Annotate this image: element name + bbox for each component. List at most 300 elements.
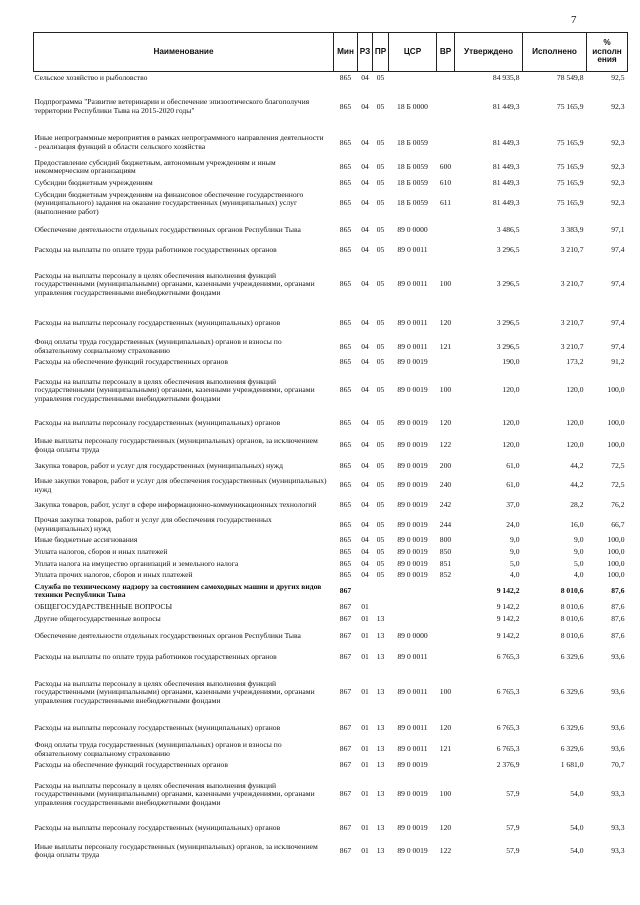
row-executed-cell: 3 210,7 [560, 244, 584, 254]
row-csr-cell: 89 0 0019 [397, 418, 428, 428]
row-csr-cell: 89 0 0019 [397, 535, 428, 545]
row-approved-cell: 81 449,3 [492, 161, 520, 171]
row-percent-cell: 100,0 [607, 418, 625, 428]
row-name-cell: Расходы на выплаты персоналу в целях обеспечения выполнения функций государственными (муниципальными) органами, казенными учреждениями, органами управления государственными внебюджетными фондами [34, 780, 315, 807]
row-executed-cell: 54,0 [570, 823, 584, 833]
row-executed-cell: 8 010,6 [560, 630, 584, 640]
row-pr-cell: 13 [376, 687, 385, 697]
row-rz-cell: 04 [361, 460, 369, 470]
row-rz-cell: 01 [361, 723, 369, 733]
row-percent-cell: 72,5 [611, 460, 625, 470]
row-vr-cell: 121 [439, 341, 452, 351]
row-approved-cell: 120,0 [502, 440, 520, 450]
row-rz-cell: 04 [361, 418, 369, 428]
row-min-cell: 865 [339, 480, 352, 490]
table-row [34, 602, 628, 614]
row-pr-cell: 05 [376, 137, 385, 147]
row-percent-cell: 100,0 [607, 440, 625, 450]
table-row [34, 357, 628, 369]
row-approved-cell: 81 449,3 [492, 137, 520, 147]
row-rz-cell: 04 [361, 279, 369, 289]
row-approved-cell: 24,0 [506, 519, 520, 529]
row-name-cell: Фонд оплаты труда государственных (муниципальных) органов и взносы по обязательному социальному страхованию [34, 740, 282, 758]
row-executed-cell: 75 165,9 [556, 161, 584, 171]
row-name-cell: Расходы на выплаты по оплате труда работников государственных органов [34, 652, 277, 662]
row-approved-cell: 84 935,8 [492, 72, 520, 82]
row-approved-cell: 3 296,5 [496, 341, 520, 351]
row-rz-cell: 01 [361, 602, 369, 611]
row-rz-cell: 04 [361, 341, 369, 351]
row-name-cell: Закупка товаров, работ, услуг в сфере информационно-коммуникационных технологий [34, 499, 317, 509]
row-pr-cell: 05 [376, 547, 385, 557]
row-pr-cell: 13 [376, 789, 385, 799]
row-approved-cell: 57,9 [506, 789, 520, 799]
row-percent-cell: 76,2 [611, 499, 625, 509]
row-csr-cell: 18 Б 0000 [397, 101, 428, 111]
row-vr-cell: 120 [439, 723, 452, 733]
row-vr-cell: 800 [439, 535, 452, 545]
row-approved-cell: 9 142,2 [496, 630, 520, 640]
row-csr-cell: 89 0 0019 [397, 499, 428, 509]
row-min-cell: 865 [339, 418, 352, 428]
row-min-cell: 867 [339, 760, 352, 770]
row-csr-cell: 89 0 0011 [397, 279, 428, 289]
row-percent-cell: 93,6 [611, 652, 625, 662]
row-name-cell: Прочая закупка товаров, работ и услуг для обеспечения государственных (муниципальных) нужд [34, 515, 272, 533]
table-body [34, 72, 628, 864]
row-vr-cell: 851 [439, 558, 452, 568]
row-min-cell: 865 [339, 72, 352, 82]
row-rz-cell: 04 [361, 385, 369, 395]
row-rz-cell: 04 [361, 137, 369, 147]
row-name-cell: Расходы на выплаты персоналу государственных (муниципальных) органов [34, 823, 281, 833]
row-executed-cell: 120,0 [566, 418, 584, 428]
row-executed-cell: 6 329,6 [560, 723, 584, 733]
row-csr-cell: 89 0 0019 [397, 519, 428, 529]
row-vr-cell [437, 602, 455, 614]
row-min-cell: 865 [339, 341, 352, 351]
table-row [34, 369, 628, 413]
row-rz-cell: 04 [361, 357, 369, 367]
table-row [34, 178, 628, 190]
row-min-cell: 867 [339, 744, 352, 754]
row-executed-cell: 3 210,7 [560, 318, 584, 328]
row-min-cell: 867 [339, 630, 352, 640]
table-row [34, 259, 628, 311]
table-row [34, 559, 628, 571]
row-min-cell: 867 [339, 846, 352, 856]
row-executed-cell: 6 329,6 [560, 744, 584, 754]
row-pr-cell: 13 [376, 652, 385, 662]
table-row [34, 740, 628, 760]
row-approved-cell: 61,0 [506, 460, 520, 470]
table-header-row [34, 33, 628, 72]
row-percent-cell: 72,5 [611, 480, 625, 490]
header-rz: РЗ [358, 33, 373, 72]
row-approved-cell: 6 765,3 [496, 744, 520, 754]
row-vr-cell: 121 [439, 744, 452, 754]
row-executed-cell: 3 210,7 [560, 341, 584, 351]
row-pr-cell: 13 [376, 760, 385, 770]
row-approved-cell: 81 449,3 [492, 101, 520, 111]
row-pr-cell: 05 [376, 440, 385, 450]
table-row [34, 718, 628, 740]
row-name-cell: Иные выплаты персоналу государственных (муниципальных) органов, за исключением фонда оплаты труда [34, 841, 318, 860]
row-pr-cell: 05 [376, 480, 385, 490]
row-min-cell: 865 [339, 279, 352, 289]
row-min-cell: 867 [339, 602, 352, 611]
table-row [34, 189, 628, 219]
row-executed-cell: 8 010,6 [560, 613, 584, 623]
row-name-cell: Служба по техническому надзору за состоянием самоходных машин и других видов техники Республики Тыва [34, 581, 322, 600]
row-vr-cell [437, 357, 455, 369]
row-name-cell: Обеспечение деятельности отдельных государственных органов Республики Тыва [34, 630, 301, 640]
row-approved-cell: 4,0 [510, 570, 520, 580]
row-csr-cell [389, 582, 437, 602]
row-executed-cell: 120,0 [566, 385, 584, 395]
row-approved-cell: 37,0 [506, 499, 520, 509]
table-row [34, 570, 628, 582]
header-executed: Исполнено [523, 33, 587, 72]
row-min-cell: 867 [339, 789, 352, 799]
row-min-cell: 865 [339, 224, 352, 234]
row-min-cell: 867 [339, 652, 352, 662]
row-vr-cell: 100 [439, 385, 452, 395]
row-vr-cell: 611 [439, 198, 452, 208]
row-pr-cell: 05 [376, 279, 385, 289]
row-csr-cell: 89 0 0011 [397, 652, 428, 662]
row-pr-cell: 05 [376, 244, 385, 254]
row-approved-cell: 3 296,5 [496, 318, 520, 328]
row-vr-cell: 244 [439, 519, 452, 529]
row-pr-cell: 13 [376, 823, 385, 833]
header-min: Мин [334, 33, 358, 72]
row-csr-cell: 89 0 0019 [397, 846, 428, 856]
row-percent-cell: 93,6 [611, 744, 625, 754]
row-percent-cell: 93,6 [611, 687, 625, 697]
row-approved-cell: 120,0 [502, 418, 520, 428]
row-pr-cell: 05 [376, 198, 385, 208]
row-rz-cell: 01 [361, 652, 369, 662]
row-pr-cell: 05 [376, 224, 385, 234]
row-name-cell: Расходы на обеспечение функций государственных органов [34, 357, 228, 367]
row-pr-cell: 05 [376, 177, 385, 187]
row-vr-cell: 852 [439, 570, 452, 580]
row-rz-cell: 04 [361, 198, 369, 208]
row-percent-cell: 97,4 [611, 279, 625, 289]
table-row [34, 435, 628, 457]
row-rz-cell: 04 [361, 177, 369, 187]
row-rz-cell: 04 [361, 499, 369, 509]
row-min-cell: 867 [339, 613, 352, 623]
row-approved-cell: 2 376,9 [496, 760, 520, 770]
row-name-cell: ОБЩЕГОСУДАРСТВЕННЫЕ ВОПРОСЫ [34, 602, 173, 611]
row-vr-cell: 100 [439, 687, 452, 697]
row-vr-cell [437, 760, 455, 772]
row-csr-cell [389, 602, 437, 614]
row-executed-cell: 9,0 [574, 547, 584, 557]
row-percent-cell: 100,0 [607, 535, 625, 545]
row-name-cell: Иные непрограммные мероприятия в рамках непрограммного направления деятельности - реализация функций в области сельского хозяйства [34, 133, 324, 151]
table-row [34, 476, 628, 496]
row-csr-cell: 89 0 0019 [397, 440, 428, 450]
row-pr-cell: 05 [376, 460, 385, 470]
row-csr-cell: 89 0 0019 [397, 480, 428, 490]
row-min-cell: 865 [339, 499, 352, 509]
table-row [34, 242, 628, 259]
row-pr-cell: 13 [376, 846, 385, 856]
row-percent-cell: 70,7 [611, 760, 625, 770]
page-number: 7 [571, 14, 577, 26]
row-name-cell: Субсидии бюджетным учреждениям [34, 177, 153, 187]
row-executed-cell: 16,0 [570, 519, 584, 529]
row-csr-cell: 89 0 0011 [397, 341, 428, 351]
row-approved-cell: 6 765,3 [496, 723, 520, 733]
row-executed-cell: 54,0 [570, 846, 584, 856]
row-executed-cell: 44,2 [570, 460, 584, 470]
row-min-cell: 865 [339, 547, 352, 557]
row-pr-cell: 05 [376, 535, 385, 545]
row-min-cell: 865 [339, 535, 352, 545]
row-min-cell: 865 [339, 198, 352, 208]
row-executed-cell: 28,2 [570, 499, 584, 509]
table-row [34, 625, 628, 648]
row-percent-cell: 93,3 [611, 846, 625, 856]
row-name-cell: Расходы на выплаты персоналу государственных (муниципальных) органов [34, 318, 281, 328]
row-vr-cell [437, 582, 455, 602]
row-percent-cell: 87,6 [611, 630, 625, 640]
row-rz-cell: 01 [361, 846, 369, 856]
row-percent-cell: 66,7 [611, 519, 625, 529]
row-rz-cell: 01 [361, 823, 369, 833]
table-row [34, 219, 628, 242]
row-percent-cell: 92,3 [611, 198, 625, 208]
row-min-cell: 865 [339, 440, 352, 450]
row-csr-cell: 89 0 0019 [397, 789, 428, 799]
row-percent-cell: 93,3 [611, 789, 625, 799]
row-rz-cell: 04 [361, 480, 369, 490]
row-pr-cell: 13 [376, 723, 385, 733]
table-row [34, 158, 628, 178]
table-row [34, 515, 628, 535]
row-executed-cell: 9,0 [574, 535, 584, 545]
row-csr-cell: 89 0 0000 [397, 630, 428, 640]
row-percent-cell: 92,3 [611, 177, 625, 187]
row-name-cell: Расходы на выплаты по оплате труда работников государственных органов [34, 244, 277, 254]
row-percent-cell: 97,4 [611, 244, 625, 254]
row-approved-cell: 6 765,3 [496, 652, 520, 662]
row-executed-cell: 78 549,8 [556, 72, 584, 82]
row-executed-cell: 8 010,6 [560, 602, 584, 611]
table-row [34, 130, 628, 158]
row-csr-cell: 89 0 0019 [397, 570, 428, 580]
table-row [34, 496, 628, 515]
row-percent-cell: 92,3 [611, 101, 625, 111]
table-row [34, 840, 628, 864]
row-csr-cell: 89 0 0019 [397, 547, 428, 557]
row-min-cell: 865 [339, 161, 352, 171]
row-min-cell: 865 [339, 244, 352, 254]
table-row [34, 760, 628, 772]
row-name-cell: Иные выплаты персоналу государственных (муниципальных) органов, за исключением фонда оплаты труда [34, 435, 318, 454]
row-rz-cell: 01 [361, 760, 369, 770]
row-percent-cell: 100,0 [607, 570, 625, 580]
row-executed-cell: 44,2 [570, 480, 584, 490]
row-approved-cell: 9 142,2 [496, 586, 520, 596]
row-csr-cell: 89 0 0019 [397, 357, 428, 367]
row-pr-cell: 05 [376, 385, 385, 395]
row-pr-cell: 05 [376, 558, 385, 568]
row-approved-cell: 9 142,2 [496, 613, 520, 623]
row-min-cell: 867 [339, 723, 352, 733]
row-vr-cell [437, 130, 455, 158]
row-min-cell: 865 [339, 357, 352, 367]
row-csr-cell: 18 Б 0059 [397, 198, 428, 208]
row-executed-cell: 6 329,6 [560, 687, 584, 697]
row-min-cell: 865 [339, 101, 352, 111]
row-pr-cell: 05 [376, 418, 385, 428]
row-approved-cell: 57,9 [506, 846, 520, 856]
row-pr-cell: 05 [376, 72, 385, 82]
row-rz-cell: 01 [361, 744, 369, 754]
header-csr: ЦСР [389, 33, 437, 72]
row-vr-cell: 122 [439, 440, 452, 450]
header-approved: Утверждено [455, 33, 523, 72]
row-percent-cell: 87,6 [611, 602, 625, 611]
row-name-cell: Расходы на выплаты персоналу в целях обеспечения выполнения функций государственными (муниципальными) органами, казенными учреждениями, органами управления государственными внебюджетными фондами [34, 270, 315, 298]
row-pr-cell [373, 602, 389, 614]
row-min-cell: 867 [339, 687, 352, 697]
row-name-cell: Закупка товаров, работ и услуг для государственных (муниципальных) нужд [34, 460, 283, 470]
row-approved-cell: 3 296,5 [496, 279, 520, 289]
row-csr-cell: 89 0 0011 [397, 687, 428, 697]
row-vr-cell: 240 [439, 480, 452, 490]
row-min-cell: 865 [339, 558, 352, 568]
row-percent-cell: 100,0 [607, 547, 625, 557]
row-vr-cell: 122 [439, 846, 452, 856]
row-rz-cell: 04 [361, 244, 369, 254]
row-min-cell: 865 [339, 460, 352, 470]
row-rz-cell: 04 [361, 161, 369, 171]
row-rz-cell: 04 [361, 570, 369, 580]
row-vr-cell: 242 [439, 499, 452, 509]
row-approved-cell: 5,0 [510, 558, 520, 568]
row-rz-cell: 04 [361, 101, 369, 111]
row-vr-cell [437, 614, 455, 626]
row-csr-cell: 89 0 0019 [397, 385, 428, 395]
row-vr-cell: 100 [439, 789, 452, 799]
row-csr-cell: 89 0 0011 [397, 318, 428, 328]
row-executed-cell: 6 329,6 [560, 652, 584, 662]
row-csr-cell: 18 Б 0059 [397, 137, 428, 147]
row-min-cell: 865 [339, 137, 352, 147]
row-name-cell: Уплата налога на имущество организаций и земельного налога [34, 558, 239, 568]
row-percent-cell: 87,6 [611, 586, 625, 596]
row-percent-cell: 92,5 [611, 72, 625, 82]
row-percent-cell: 100,0 [607, 385, 625, 395]
header-vr: ВР [437, 33, 455, 72]
table-row [34, 818, 628, 840]
table-row [34, 648, 628, 668]
row-csr-cell: 89 0 0019 [397, 558, 428, 568]
row-rz-cell: 04 [361, 224, 369, 234]
row-percent-cell: 92,3 [611, 161, 625, 171]
row-rz-cell: 04 [361, 519, 369, 529]
row-min-cell: 865 [339, 318, 352, 328]
row-min-cell: 867 [339, 823, 352, 833]
table-row [34, 535, 628, 547]
row-csr-cell: 89 0 0000 [397, 224, 428, 234]
row-rz-cell: 01 [361, 613, 369, 623]
row-executed-cell: 173,2 [566, 357, 584, 367]
row-vr-cell [437, 242, 455, 259]
row-approved-cell: 9,0 [510, 547, 520, 557]
row-csr-cell: 18 Б 0059 [397, 161, 428, 171]
row-percent-cell: 97,4 [611, 318, 625, 328]
row-approved-cell: 9,0 [510, 535, 520, 545]
row-rz-cell: 01 [361, 789, 369, 799]
row-rz-cell: 04 [361, 318, 369, 328]
row-vr-cell: 600 [439, 161, 452, 171]
row-name-cell: Субсидии бюджетным учреждениям на финансовое обеспечение государственного (муниципального) задания на оказание государственных (муниципальных) услуг (выполнение работ) [34, 189, 304, 217]
row-name-cell: Расходы на выплаты персоналу государственных (муниципальных) органов [34, 723, 281, 733]
row-csr-cell: 89 0 0019 [397, 823, 428, 833]
header-percent: % исполн ения [587, 33, 628, 72]
row-rz-cell [358, 582, 373, 602]
row-executed-cell: 4,0 [574, 570, 584, 580]
row-pr-cell: 13 [376, 630, 385, 640]
row-rz-cell: 01 [361, 630, 369, 640]
row-executed-cell: 75 165,9 [556, 101, 584, 111]
row-pr-cell: 05 [376, 318, 385, 328]
row-percent-cell: 93,3 [611, 823, 625, 833]
row-percent-cell: 100,0 [607, 558, 625, 568]
row-percent-cell: 91,2 [611, 357, 625, 367]
table-row [34, 547, 628, 559]
header-pr: ПР [373, 33, 389, 72]
row-rz-cell: 04 [361, 535, 369, 545]
row-executed-cell: 3 210,7 [560, 279, 584, 289]
row-approved-cell: 81 449,3 [492, 198, 520, 208]
table-row [34, 311, 628, 337]
row-executed-cell: 8 010,6 [560, 586, 584, 596]
row-executed-cell: 75 165,9 [556, 177, 584, 187]
row-name-cell: Иные бюджетные ассигнования [34, 535, 138, 545]
row-vr-cell: 610 [439, 177, 452, 187]
row-percent-cell: 92,3 [611, 137, 625, 147]
row-approved-cell: 6 765,3 [496, 687, 520, 697]
row-name-cell: Другие общегосударственные вопросы [34, 613, 161, 623]
row-vr-cell [437, 219, 455, 242]
row-name-cell: Расходы на обеспечение функций государственных органов [34, 760, 228, 770]
row-percent-cell: 93,6 [611, 723, 625, 733]
row-approved-cell: 61,0 [506, 480, 520, 490]
row-pr-cell: 13 [376, 744, 385, 754]
row-vr-cell [437, 625, 455, 648]
row-name-cell: Сельское хозяйство и рыболовство [34, 72, 148, 82]
row-vr-cell: 120 [439, 418, 452, 428]
row-vr-cell [437, 72, 455, 86]
row-name-cell: Фонд оплаты труда государственных (муниципальных) органов и взносы по обязательному социальному страхованию [34, 337, 282, 355]
row-approved-cell: 9 142,2 [496, 602, 520, 611]
row-executed-cell: 5,0 [574, 558, 584, 568]
row-name-cell: Обеспечение деятельности отдельных государственных органов Республики Тыва [34, 224, 301, 234]
row-csr-cell: 18 Б 0059 [397, 177, 428, 187]
row-rz-cell: 04 [361, 547, 369, 557]
table-row [34, 457, 628, 476]
row-min-cell: 865 [339, 519, 352, 529]
row-rz-cell: 04 [361, 72, 369, 82]
